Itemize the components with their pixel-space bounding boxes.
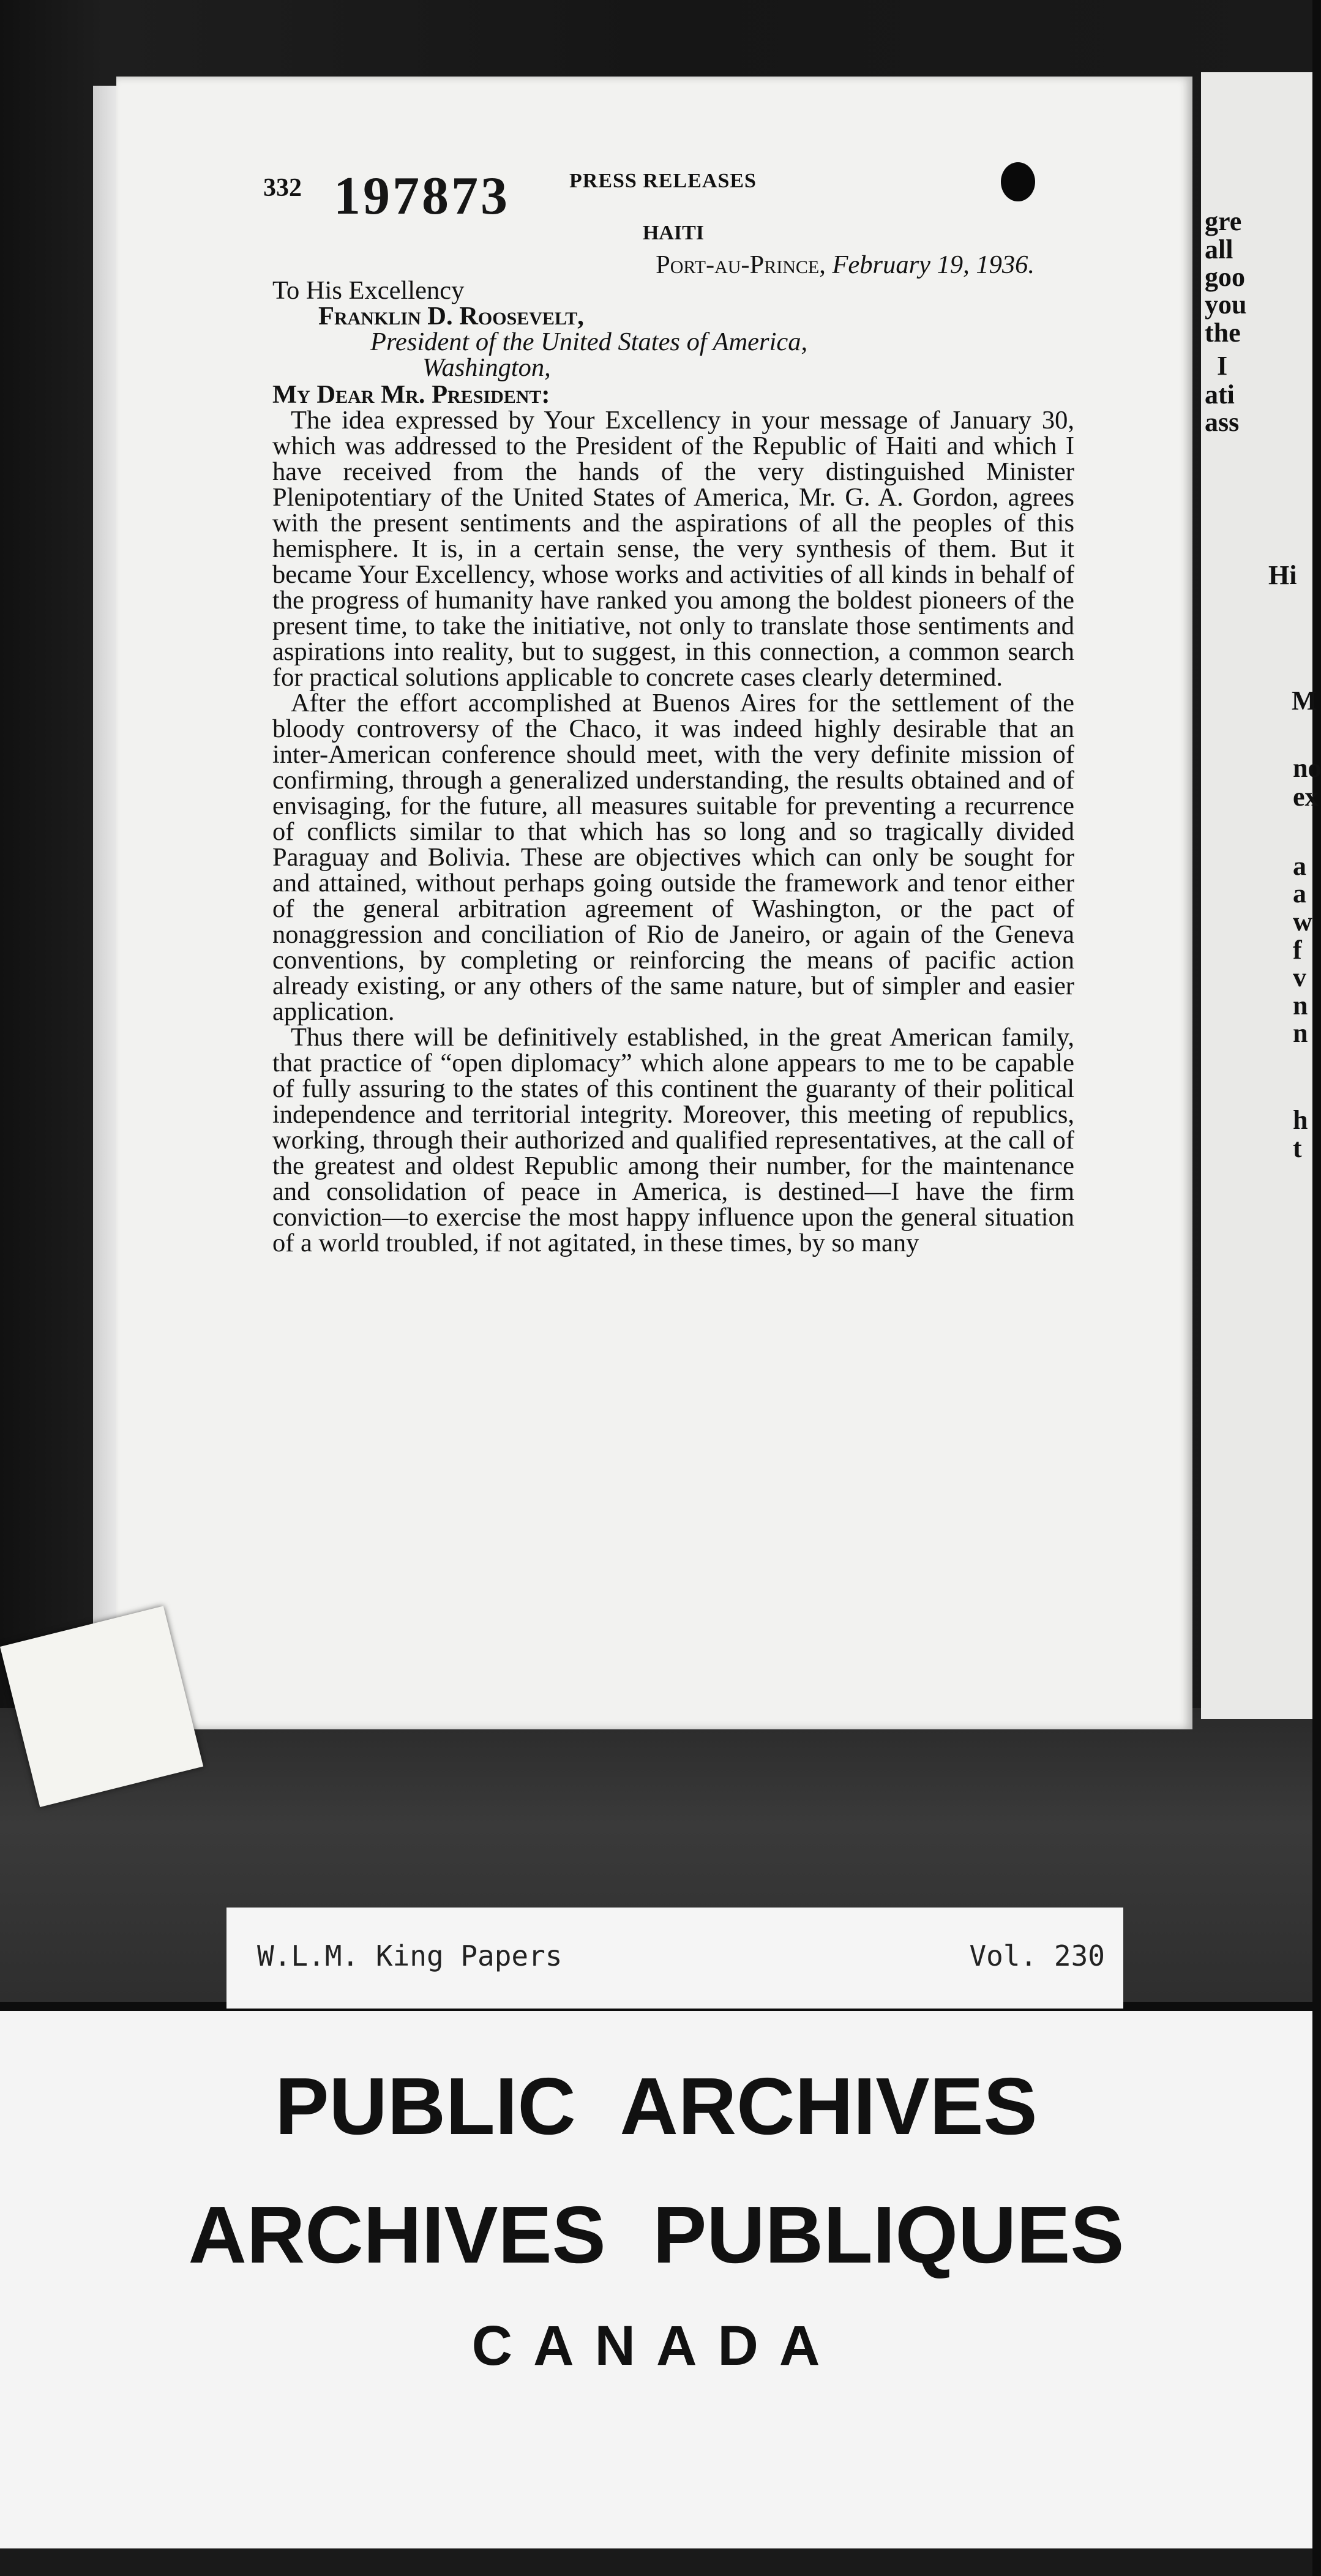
dateline	[272, 252, 1074, 278]
adjacent-fragment: n	[1293, 990, 1308, 1020]
paragraph: The idea expressed by Your Excellency in your message of January 30, which was addressed to the President of the Republic of Haiti and which I have received from the hands of the very distinguished Minister Plenipotentiary of the United States of America, Mr. G. A. Gordon, agrees with the present sentiments and the aspirations of all the peoples of this hemisphere. It is, in a certain sense, the very synthesis of them. But it became Your Excellency, whose works and activities of all kinds in behalf of the progress of humanity have ranked you among the boldest pioneers of the present time, to take the initiative, not only to translate those sentiments and aspirations into reality, but to suggest, in this connection, a common search for practical solutions applicable to concrete cases clearly determined.	[272, 406, 1074, 692]
adjacent-fragment: f	[1293, 935, 1302, 965]
adjacent-fragment: the	[1205, 318, 1241, 348]
adjacent-fragment: n	[1293, 1018, 1308, 1048]
adjacent-fragment: v	[1293, 962, 1306, 992]
addressee-city: Washington,	[422, 353, 551, 382]
adjacent-fragment: I	[1217, 351, 1228, 381]
adjacent-fragment: ati	[1205, 380, 1235, 410]
addressee-line: To His Excellency	[272, 276, 465, 305]
adjacent-fragment: t	[1293, 1133, 1302, 1163]
page-stack-edge	[93, 86, 118, 1726]
addressee-title: President of the United States of America,	[370, 328, 808, 356]
adjacent-fragment: Hi	[1268, 560, 1297, 590]
paragraph: Thus there will be definitively established, in the great American family, that practice of “open diplomacy” which alone appears to me to be capable of fully assuring to the states of this continent the guaranty of their political independence and territorial integrity. Moreover, this meeting of republics, working, through their authorized and qualified representatives, at the call of the greatest and oldest Republic among their number, for the maintenance and consolidation of peace in America, is destined—I have the firm conviction—to exercise the most happy influence upon the general situation of a world troubled, if not agitated, in these times, by so many	[272, 1023, 1074, 1257]
adjacent-fragment: gre	[1205, 206, 1242, 236]
punch-hole	[1001, 162, 1035, 201]
address-block	[272, 278, 1074, 408]
scan-bottom-edge	[0, 2548, 1312, 2576]
letter-body	[272, 219, 1074, 1256]
adjacent-fragment: goo	[1205, 262, 1245, 292]
adjacent-fragment: all	[1205, 234, 1233, 264]
paragraph: After the effort accomplished at Buenos Aires for the settlement of the bloody controversy of the Chaco, it was indeed highly desirable that an inter-American conference should meet, with the very definite mission of confirming, through a generalized understanding, the results obtained and of envisaging, for the future, all measures suitable for preventing a recurrence of conflicts similar to that which has so long and so tragically divided Paraguay and Bolivia. These are objectives which can only be sought for and attained, without perhaps going outside the framework and tenor either of the general arbitration agreement of Washington, or the pact of nonaggression and conciliation of Rio de Janeiro, or again of the Geneva conventions, by completing or reinforcing the means of pacific action already existing, or any others of the same nature, but of simpler and easier application.	[272, 689, 1074, 1026]
volume-number: Vol. 230	[969, 1939, 1105, 1972]
adjacent-fragment: you	[1205, 290, 1247, 320]
dateline-date: February 19, 1936.	[832, 250, 1035, 279]
adjacent-fragment: no	[1293, 753, 1321, 783]
dateline-place: Port-au-Prince,	[656, 250, 826, 279]
adjacent-fragment: h	[1293, 1105, 1308, 1135]
adjacent-fragment: a	[1293, 878, 1306, 908]
running-header: PRESS RELEASES	[569, 170, 757, 192]
archive-stamp-french: ARCHIVES PUBLIQUES	[188, 2190, 1125, 2280]
archive-stamp-country: CANADA	[471, 2315, 841, 2377]
adjacent-fragment: M	[1292, 686, 1317, 716]
salutation: My Dear Mr. President:	[272, 380, 550, 409]
adjacent-page	[1201, 72, 1321, 1719]
page-number: 332	[263, 174, 302, 202]
document-number-stamp: 197873	[334, 167, 510, 226]
collection-label	[226, 1908, 1123, 2009]
adjacent-fragment: a	[1293, 851, 1306, 881]
collection-name: W.L.M. King Papers	[257, 1939, 563, 1972]
country-heading: HAITI	[642, 222, 705, 244]
adjacent-fragment: w	[1293, 907, 1312, 937]
archive-stamp-english: PUBLIC ARCHIVES	[275, 2061, 1038, 2151]
adjacent-fragment: ass	[1205, 407, 1240, 437]
addressee-name: Franklin D. Roosevelt,	[318, 302, 584, 331]
adjacent-fragment: ex	[1293, 782, 1319, 812]
